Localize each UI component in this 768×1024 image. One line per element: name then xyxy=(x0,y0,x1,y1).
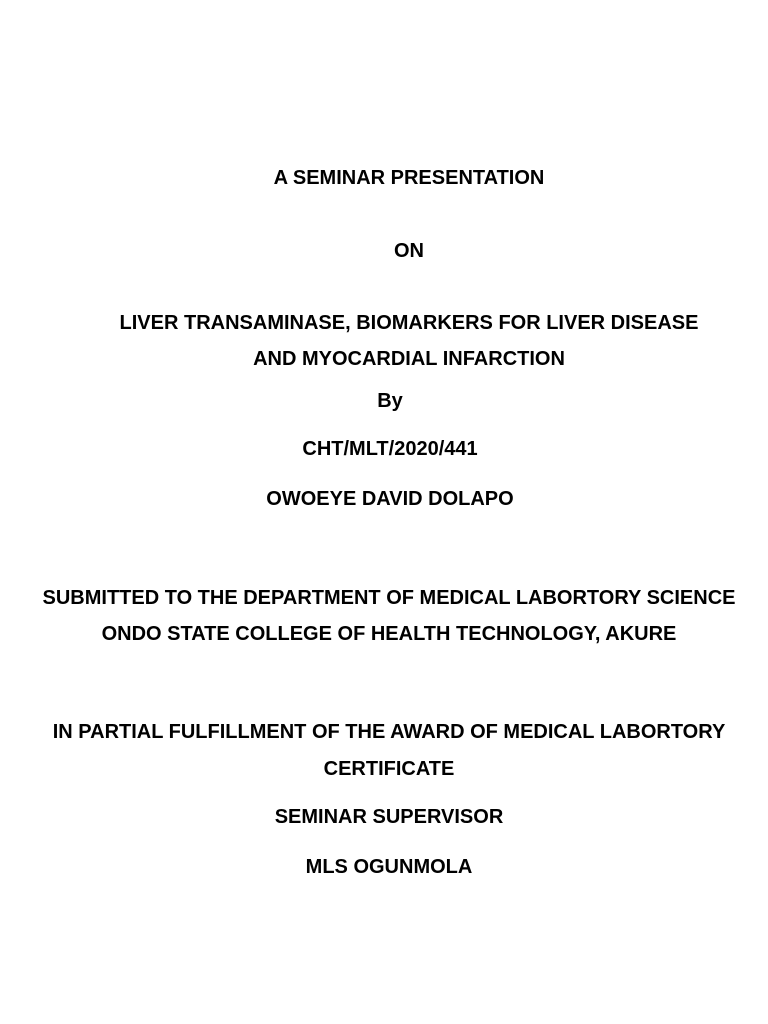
supervisor-name: MLS OGUNMOLA xyxy=(305,856,473,878)
supervisor-label: SEMINAR SUPERVISOR xyxy=(274,806,504,828)
title-line-1: LIVER TRANSAMINASE, BIOMARKERS FOR LIVER DISEASE xyxy=(119,312,699,334)
fulfillment-line-1: IN PARTIAL FULFILLMENT OF THE AWARD OF MEDICAL LABORTORY xyxy=(52,721,726,743)
student-id: CHT/MLT/2020/441 xyxy=(302,438,478,460)
on-label: ON xyxy=(394,240,424,262)
student-name: OWOEYE DAVID DOLAPO xyxy=(266,488,514,510)
title-line-2: AND MYOCARDIAL INFARCTION xyxy=(253,348,565,370)
seminar-heading: A SEMINAR PRESENTATION xyxy=(273,167,545,189)
fulfillment-line-2: CERTIFICATE xyxy=(323,758,455,780)
submitted-line-1: SUBMITTED TO THE DEPARTMENT OF MEDICAL LABORTORY SCIENCE xyxy=(42,587,736,609)
by-label: By xyxy=(377,390,403,412)
submitted-line-2: ONDO STATE COLLEGE OF HEALTH TECHNOLOGY, AKURE xyxy=(101,623,677,645)
